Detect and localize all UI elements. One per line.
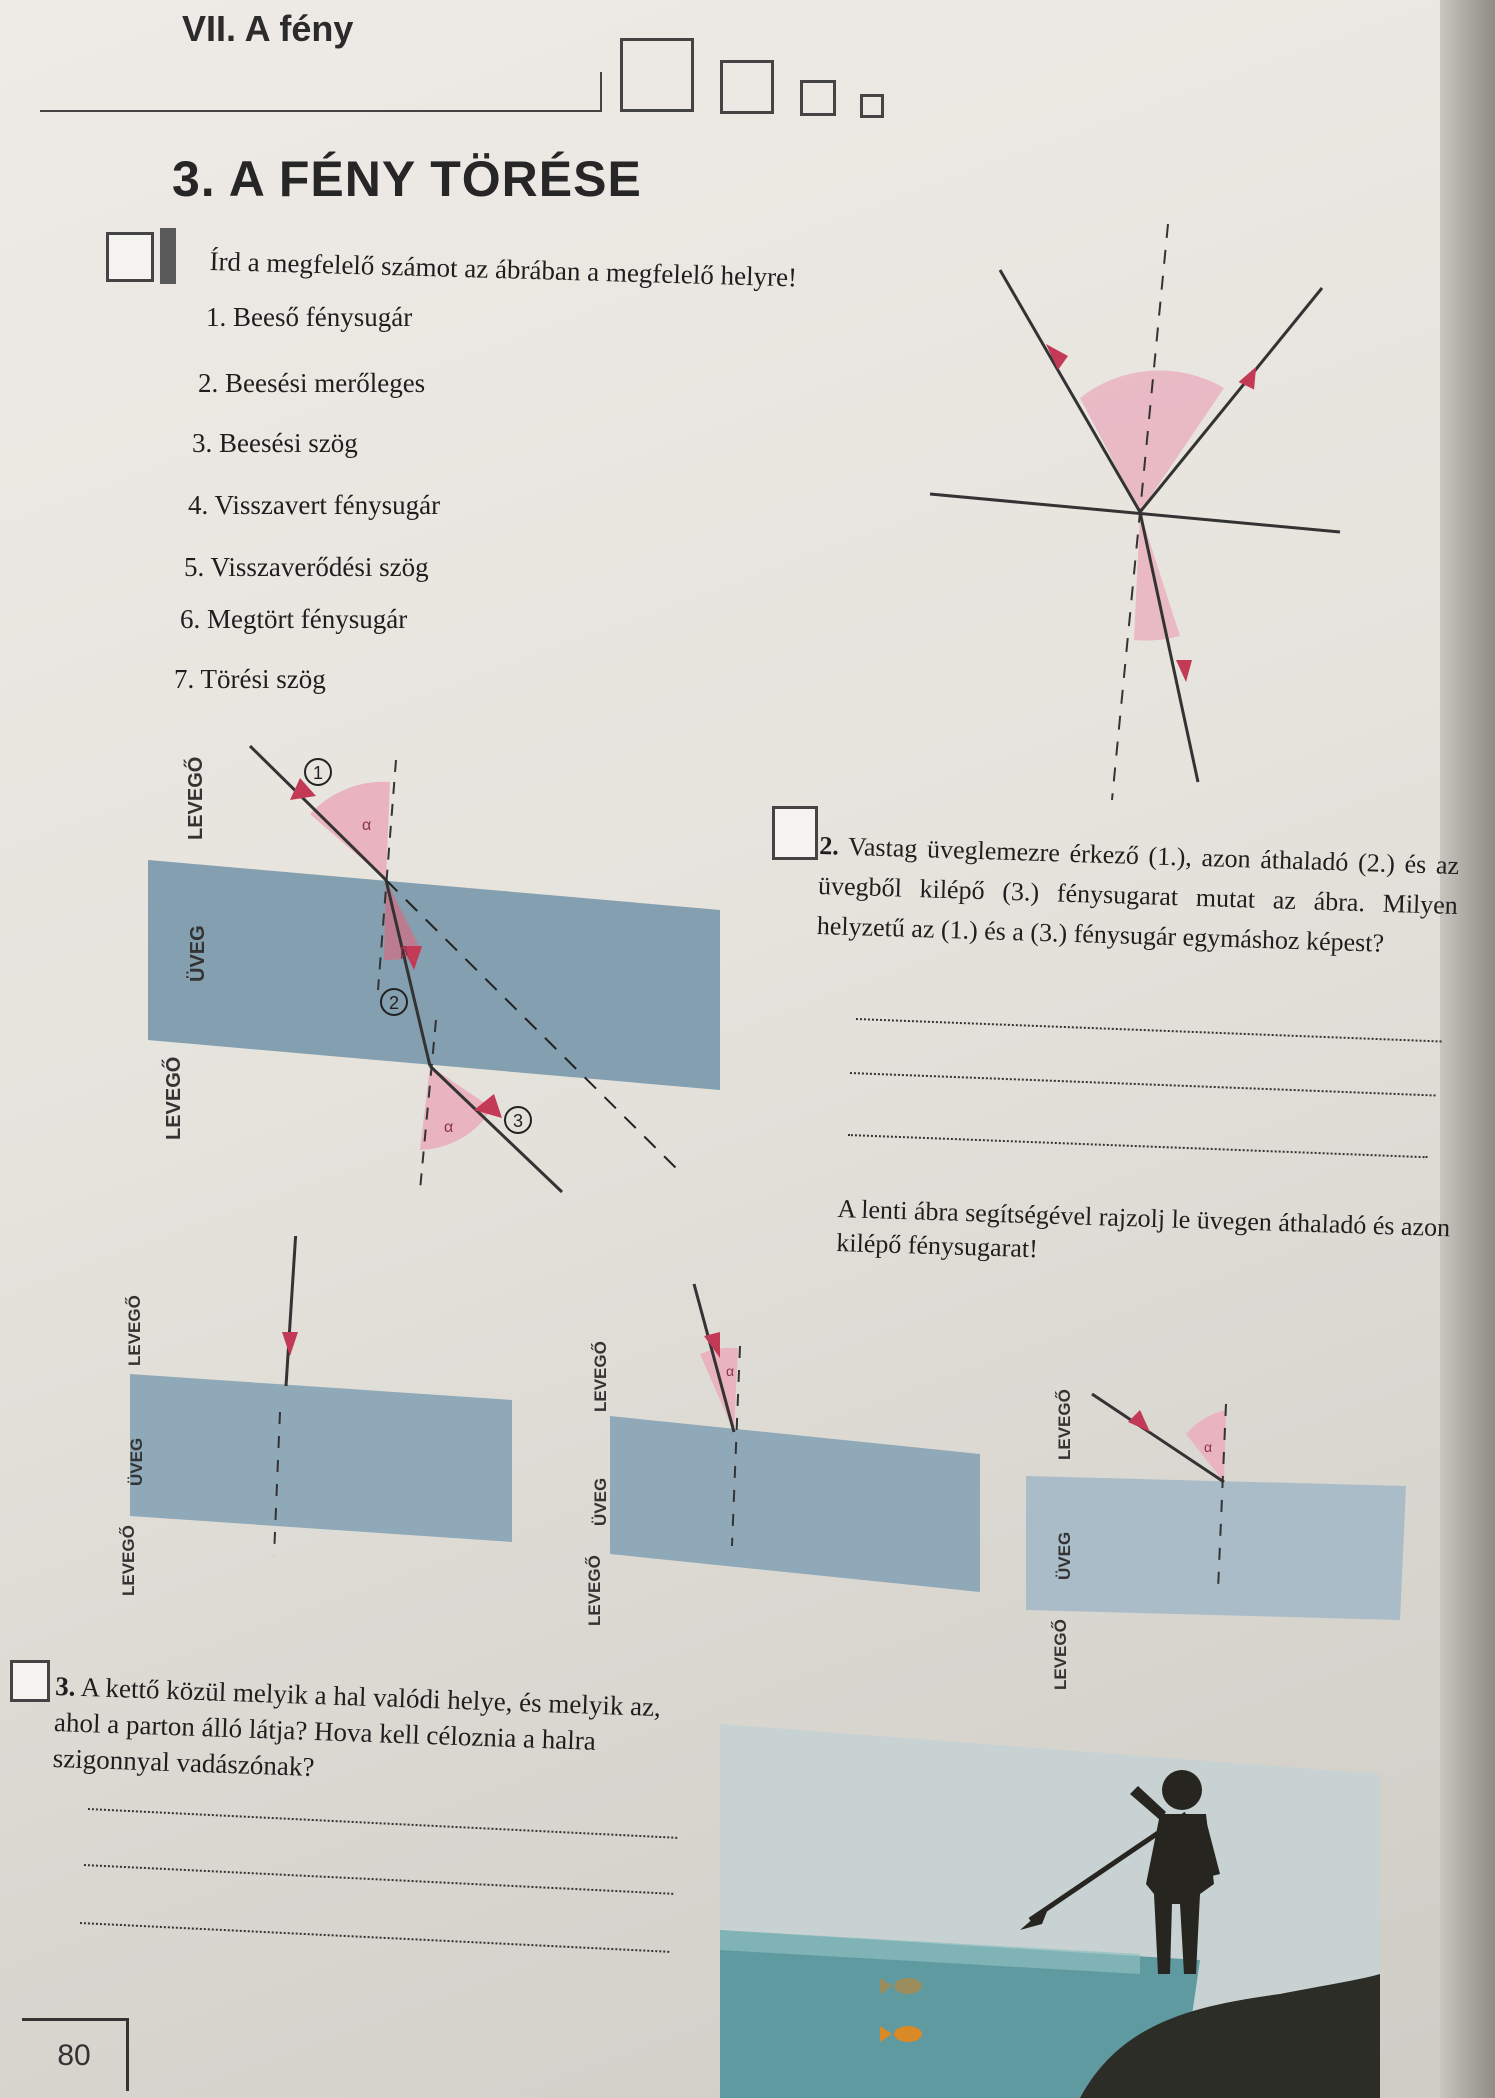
task3-question: A kettő közül melyik a hal valódi helye, és melyik az, ahol a parton álló látja? Hova kell céloznia a halra szigonnyal vadászónak?	[52, 1671, 662, 1783]
list-item: 4. Visszavert fénysugár	[188, 490, 441, 520]
task2-draw-instruction: A lenti ábra segítségével rajzolj le üvegen áthaladó és azon kilépő fénysugarat!	[835, 1193, 1451, 1264]
air-label: LEVEGŐ	[591, 1341, 610, 1412]
list-item: 7. Törési szög	[174, 664, 326, 694]
task2-answer-line-3[interactable]	[848, 1134, 1428, 1158]
air-label-top: LEVEGŐ	[185, 756, 207, 840]
list-item: 5. Visszaverődési szög	[184, 552, 429, 582]
list-item: 1. Beeső fénysugár	[206, 302, 413, 332]
glass-plate	[130, 1374, 512, 1542]
chapter-title: VII. A fény	[182, 8, 354, 49]
drawing-panel-3	[1010, 1370, 1410, 1700]
glass-plate	[1026, 1476, 1406, 1620]
air-label-bottom: LEVEGŐ	[163, 1056, 185, 1140]
task1-instruction: Írd a megfelelő számot az ábrában a megfelelő helyre!	[209, 246, 798, 293]
air-label-bottom: LEVEGŐ	[585, 1555, 604, 1626]
section-title: 3. A FÉNY TÖRÉSE	[172, 151, 642, 207]
list-item: 3. Beesési szög	[192, 428, 358, 458]
glass-label: ÜVEG	[127, 1437, 146, 1486]
incident-arrow	[282, 1332, 298, 1356]
incident-arrow	[1128, 1410, 1150, 1432]
alpha-label-top: α	[362, 817, 372, 834]
alpha-label: α	[1204, 1439, 1213, 1455]
page-number: 80	[22, 2018, 129, 2091]
task2-question: Vastag üveglemezre érkező (1.), azon áthaladó (2.) és az üvegből kilépő (3.) fénysugarat mutat az ábra. Milyen helyzetű az (1.) és a (3.) fénysugár egymáshoz képest?	[816, 831, 1460, 958]
ray-1-number: 1	[312, 763, 324, 783]
task3-answer-line-3[interactable]	[80, 1922, 669, 1953]
alpha-label: α	[726, 1363, 735, 1379]
refracted-ray	[1140, 512, 1198, 782]
ray-3-number: 3	[512, 1111, 524, 1131]
refracted-arrow	[1176, 660, 1192, 682]
ray-2-number: 2	[388, 993, 400, 1013]
task2-question-block	[816, 826, 1459, 966]
task3-number: 3.	[54, 1670, 77, 1702]
list-item: 2. Beesési merőleges	[198, 368, 426, 398]
alpha-angle-arc-top	[310, 782, 390, 880]
reflection-refraction-diagram	[920, 210, 1360, 810]
drawing-panel-2	[560, 1276, 980, 1636]
air-label: LEVEGŐ	[125, 1295, 144, 1366]
task2-answer-line-1[interactable]	[856, 1018, 1442, 1042]
deco-square-4	[860, 94, 884, 118]
list-item: 6. Megtört fénysugár	[180, 604, 408, 634]
alpha-label-bottom: α	[444, 1119, 454, 1136]
task3-checkbox[interactable]	[10, 1660, 50, 1702]
glass-plate-shade	[148, 860, 720, 1090]
glass-plate	[610, 1416, 980, 1592]
task3-answer-line-1[interactable]	[88, 1808, 677, 1839]
drawing-panel-1	[110, 1236, 530, 1606]
air-label: LEVEGŐ	[1055, 1389, 1074, 1460]
chapter-header-rule	[40, 72, 602, 112]
task1-checkbox[interactable]	[106, 232, 154, 282]
refraction-angle-arc	[1134, 512, 1180, 641]
task2-answer-line-2[interactable]	[850, 1072, 1436, 1096]
task3-answer-line-2[interactable]	[84, 1864, 673, 1895]
alpha-angle-arc	[700, 1348, 738, 1432]
glass-label: ÜVEG	[1055, 1531, 1074, 1580]
incident-ray	[286, 1236, 296, 1386]
task2-number: 2.	[818, 830, 840, 861]
deco-square-3	[800, 80, 836, 116]
glass-label: ÜVEG	[187, 925, 209, 982]
page-gutter	[1440, 0, 1495, 2098]
task3-question-block	[52, 1668, 695, 1798]
deco-square-2	[720, 60, 774, 114]
task2-checkbox[interactable]	[772, 806, 818, 860]
task1-marker	[160, 228, 176, 284]
spear-fisher-illustration	[720, 1724, 1380, 2098]
deco-square-1	[620, 38, 694, 112]
beta-label: β	[400, 943, 409, 959]
glass-label: ÜVEG	[591, 1477, 610, 1526]
air-label-bottom: LEVEGŐ	[119, 1525, 138, 1596]
glass-plate-diagram	[140, 720, 760, 1240]
air-label-bottom: LEVEGŐ	[1051, 1619, 1070, 1690]
